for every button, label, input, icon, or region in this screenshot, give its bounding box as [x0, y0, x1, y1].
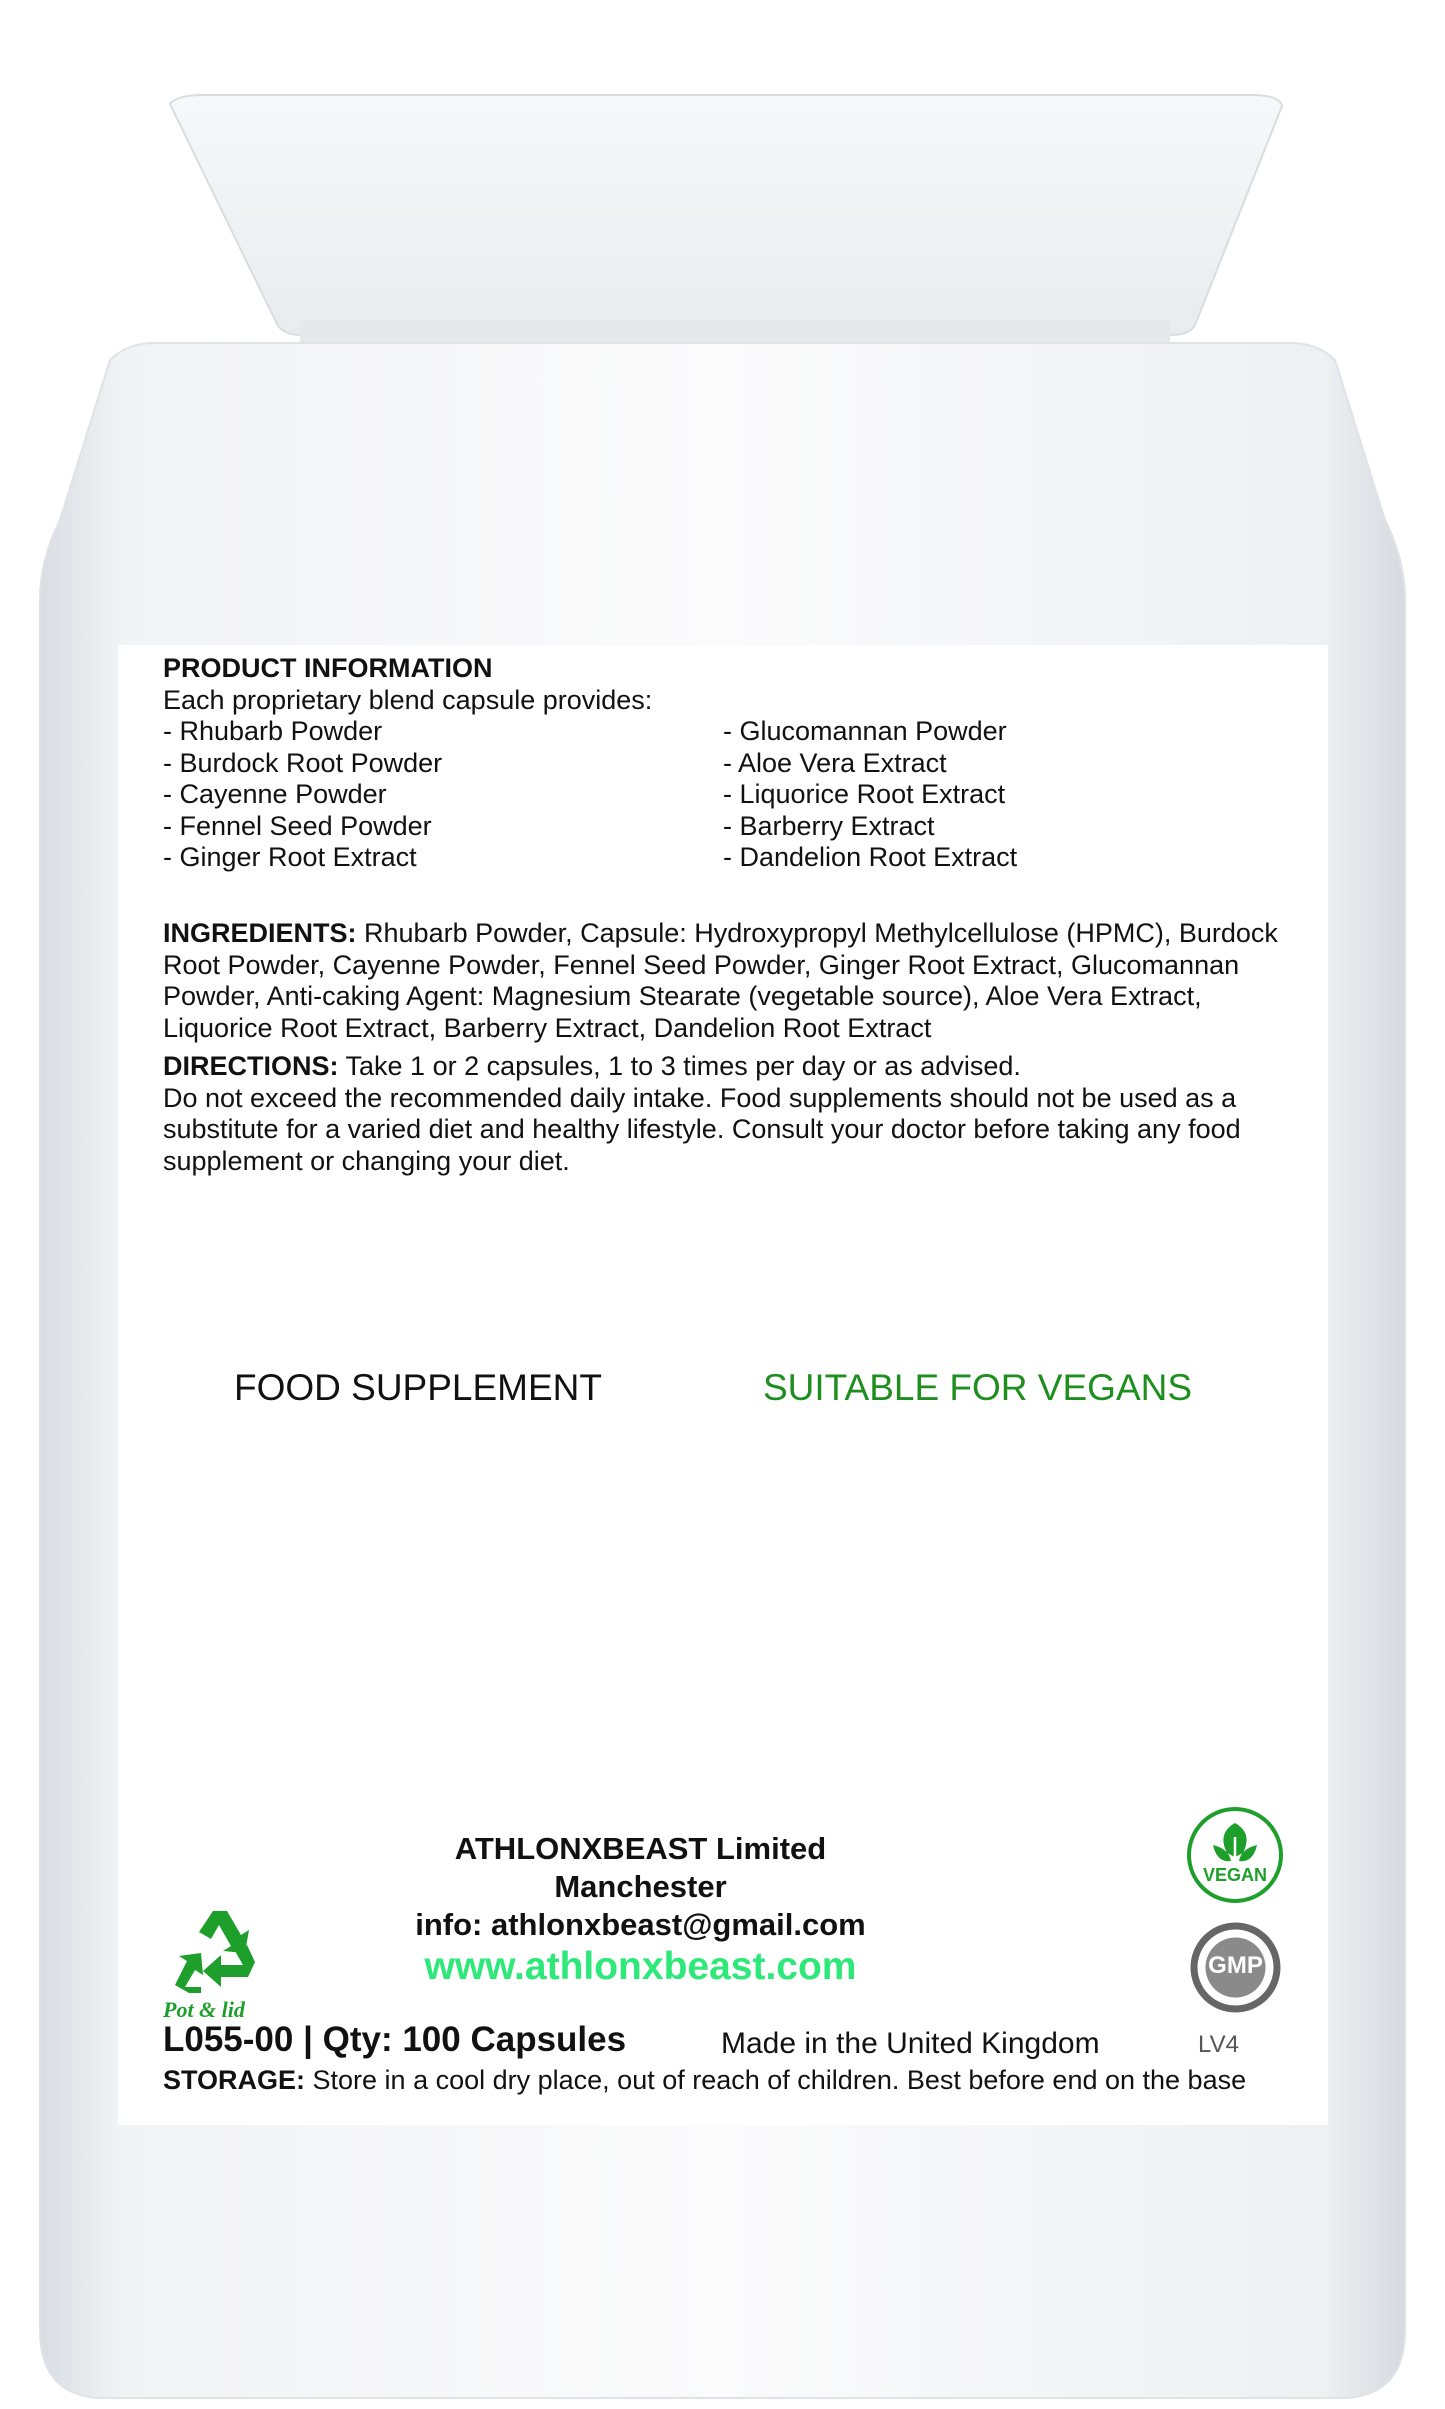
company-website-link[interactable]: www.athlonxbeast.com	[424, 1945, 857, 1988]
company-city: Manchester	[554, 1869, 727, 1904]
bottle-cap	[170, 95, 1282, 335]
ingredients-paragraph	[163, 918, 1283, 1044]
directions-label: DIRECTIONS:	[163, 1051, 339, 1081]
product-info-heading: PRODUCT INFORMATION	[163, 653, 493, 683]
blend-list-right	[723, 716, 1017, 874]
ingredients-text: Rhubarb Powder, Capsule: Hydroxypropyl Methylcellulose (HPMC), Burdock Root Powder, Cayenne Powder, Fennel Seed Powder, Ginger Root Extract, Glucomannan Powder, Anti-caking Agent: Magnesium Stearate (vegetable source), Aloe Vera Extract, Liquorice Root Extract, Barberry Extract, Dandelion Root Extract	[163, 918, 1278, 1043]
storage-label: STORAGE:	[163, 2065, 306, 2095]
version-label: LV4	[1198, 2031, 1239, 2058]
food-supplement-label: FOOD SUPPLEMENT	[234, 1367, 602, 1408]
gmp-badge-text: GMP	[1208, 1952, 1263, 1979]
list-item: - Ginger Root Extract	[163, 842, 417, 872]
product-info-intro: Each proprietary blend capsule provides:	[163, 685, 653, 715]
made-in-label: Made in the United Kingdom	[721, 2027, 1100, 2060]
company-email[interactable]: info: athlonxbeast@gmail.com	[415, 1907, 866, 1942]
company-name: ATHLONXBEAST Limited	[454, 1831, 827, 1866]
list-item: - Aloe Vera Extract	[723, 747, 947, 778]
directions-text: Take 1 or 2 capsules, 1 to 3 times per day or as advised.	[338, 1051, 1021, 1081]
list-item: - Rhubarb Powder	[163, 716, 383, 746]
list-item: - Burdock Root Powder	[163, 747, 443, 778]
company-block	[318, 1830, 963, 1990]
suitable-for-vegans-label: SUITABLE FOR VEGANS	[763, 1367, 1193, 1408]
ingredients-label: INGREDIENTS:	[163, 918, 357, 948]
list-item: - Glucomannan Powder	[723, 716, 1007, 746]
lot-qty-label: L055-00 | Qty: 100 Capsules	[163, 2020, 627, 2059]
gmp-badge-icon	[1188, 1920, 1283, 2015]
list-item: - Dandelion Root Extract	[723, 842, 1018, 872]
list-item: - Liquorice Root Extract	[723, 779, 1006, 809]
vegan-badge-icon	[1185, 1805, 1285, 1905]
list-item: - Barberry Extract	[723, 810, 935, 841]
recycle-icon	[163, 1907, 273, 2022]
directions-paragraph	[163, 1051, 1283, 1177]
list-item: - Fennel Seed Powder	[163, 810, 432, 841]
list-item: - Cayenne Powder	[163, 779, 387, 809]
directions-warning: Do not exceed the recommended daily intake. Food supplements should not be used as a substitute for a varied diet and healthy lifestyle. Consult your doctor before taking any food supplement or changing your diet.	[163, 1082, 1241, 1176]
product-label	[118, 645, 1328, 2125]
storage-paragraph	[163, 2065, 1246, 2097]
recycle-caption: Pot & lid	[163, 1997, 245, 2022]
blend-list-left	[163, 716, 442, 874]
vegan-badge-text: VEGAN	[1202, 1865, 1267, 1885]
storage-text: Store in a cool dry place, out of reach of children. Best before end on the base	[305, 2065, 1247, 2095]
